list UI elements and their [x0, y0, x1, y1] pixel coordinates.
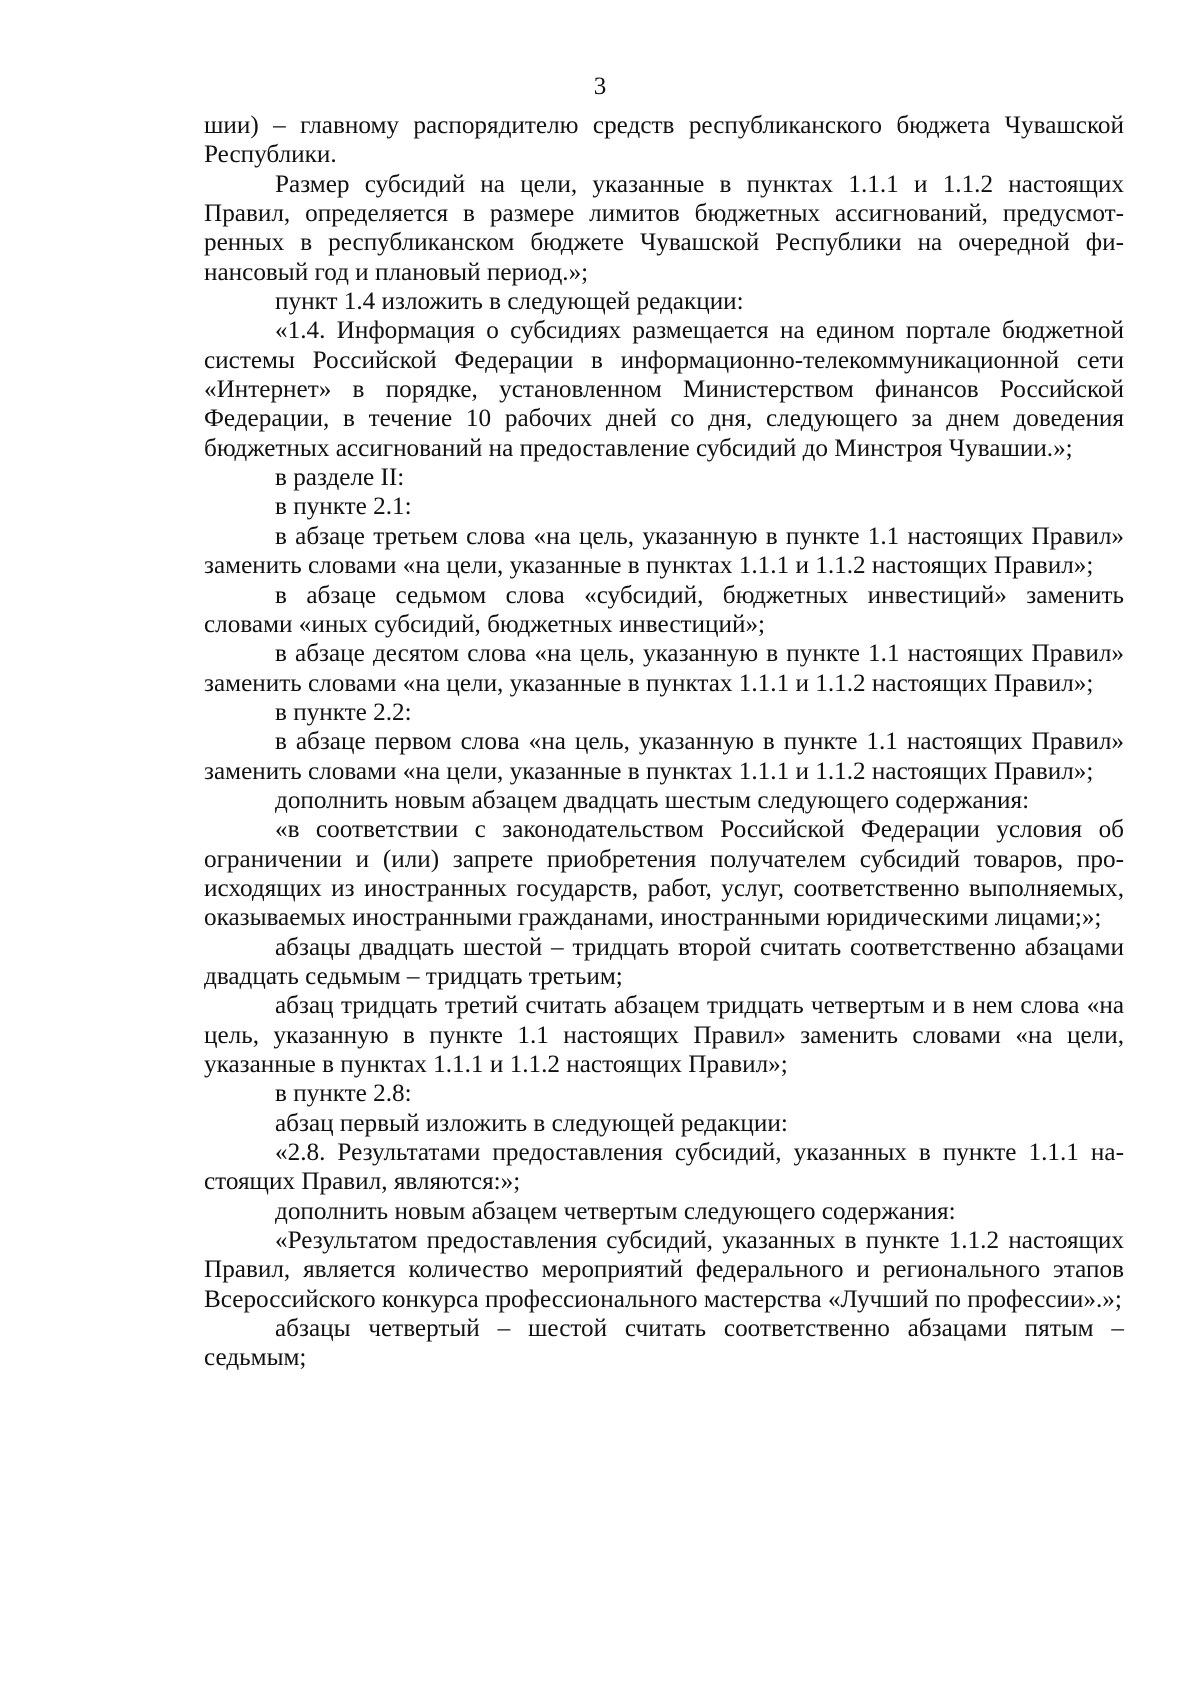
paragraph: в абзаце третьем слова «на цель, указанную в пункте 1.1 настоящих Правил» заменить словами «на цели, указанные в пунктах 1.1.1 и 1.1.2 настоящих Правил»; — [204, 522, 1124, 580]
paragraph: «в соответствии с законодательством Российской Федерации условия об ограничении и (или) запрете приобретения получателем субсидий товаров, происходящих из иностранных государств, работ, услуг, соответственно выполняемых, оказываемых иностранными гражданами, иностранными юридическими лицами;»; — [204, 816, 1124, 932]
paragraph: пункт 1.4 изложить в следующей редакции: — [275, 288, 744, 316]
paragraph: абзацы двадцать шестой – тридцать второй считать соответственно абзацами двадцать седьмым – тридцать третьим; — [204, 933, 1124, 990]
paragraph: дополнить новым абзацем двадцать шестым следующего содержания: — [275, 786, 1030, 814]
paragraph: абзацы четвертый – шестой считать соответственно абзацами пятым – седьмым; — [204, 1315, 1124, 1372]
paragraph: в пункте 2.2: — [275, 698, 412, 726]
document-text — [204, 111, 1124, 1373]
paragraph: «1.4. Информация о субсидиях размещается на едином портале бюджетной системы Российской Федерации в информационно-телекоммуникационной сети «Интернет» в порядке, установленном Министерством финансов Российской Федерации, в течение 10 рабочих дней со дня, следующего за днем доведения бюджетных ассигнований на предоставление субсидий до Минстроя Чувашии.»; — [204, 317, 1124, 462]
paragraph: абзац первый изложить в следующей редакции: — [275, 1109, 788, 1137]
paragraph: Размер субсидий на цели, указанные в пунктах 1.1.1 и 1.1.2 настоящих Правил, определяется в размере лимитов бюджетных ассигнований, предусмотренных в республиканском бюджете Чувашской Республики на очередной финансовый год и плановый период.»; — [204, 170, 1124, 286]
paragraph: абзац тридцать третий считать абзацем тридцать четвертым и в нем слова «на цель, указанную в пункте 1.1 настоящих Правил» заменить словами «на цели, указанные в пунктах 1.1.1 и 1.1.2 настоящих Правил»; — [204, 992, 1124, 1078]
paragraph: «Результатом предоставления субсидий, указанных в пункте 1.1.2 настоящих Правил, является количество мероприятий федерального и регионального этапов Всероссийского конкурса профессионального мастерства «Лучший по профессии».»; — [204, 1227, 1124, 1313]
paragraph: в разделе II: — [275, 464, 405, 492]
page-number: 3 — [593, 73, 607, 100]
paragraph: в абзаце десятом слова «на цель, указанную в пункте 1.1 настоящих Правил» заменить словами «на цели, указанные в пунктах 1.1.1 и 1.1.2 настоящих Правил»; — [204, 640, 1124, 697]
paragraph: дополнить новым абзацем четвертым следующего содержания: — [275, 1197, 956, 1225]
paragraph: в пункте 2.8: — [275, 1080, 412, 1108]
paragraph: в абзаце первом слова «на цель, указанную в пункте 1.1 настоящих Правил» заменить словами «на цели, указанные в пунктах 1.1.1 и 1.1.2 настоящих Правил»; — [204, 728, 1124, 785]
paragraph: в пункте 2.1: — [275, 493, 412, 521]
paragraph: «2.8. Результатами предоставления субсидий, указанных в пункте 1.1.1 настоящих Правил, являются:»; — [204, 1139, 1124, 1196]
paragraph: в абзаце седьмом слова «субсидий, бюджетных инвестиций» заменить словами «иных субсидий, бюджетных инвестиций»; — [204, 581, 1124, 638]
paragraph: шии) – главному распорядителю средств республиканского бюджета Чувашской Республики. — [204, 112, 1124, 169]
